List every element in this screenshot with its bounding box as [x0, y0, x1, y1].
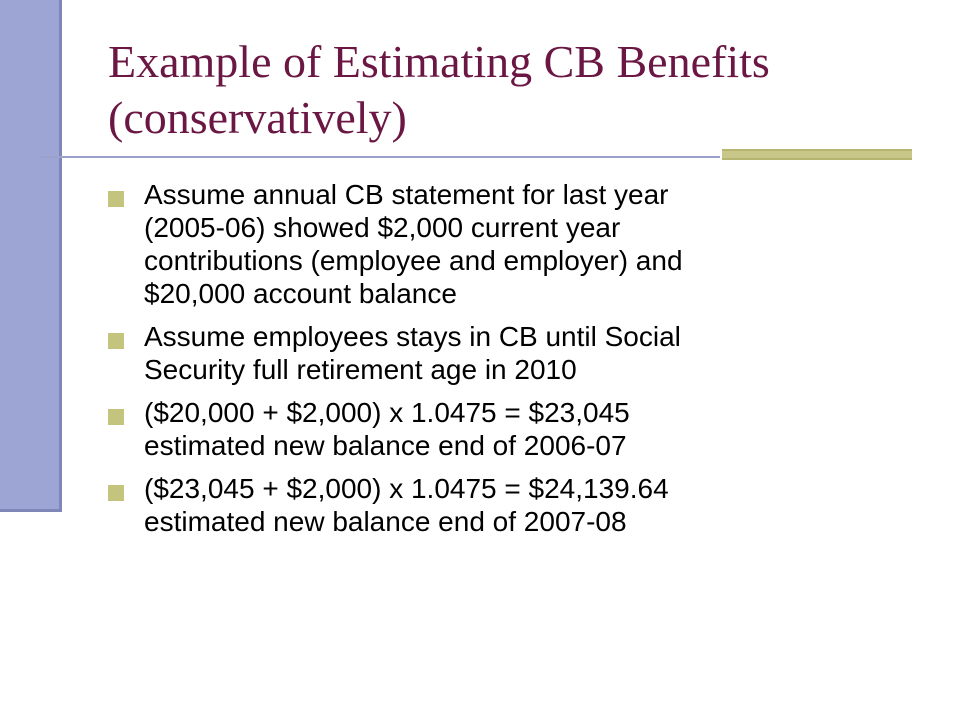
bullet-line: estimated new balance end of 2006-07 [144, 430, 627, 461]
bullet-text [144, 472, 868, 538]
bullet-item [108, 178, 868, 310]
bullet-line: Assume employees stays in CB until Social [144, 321, 681, 352]
bullet-text [144, 320, 868, 386]
bullet-list [108, 178, 868, 548]
square-bullet-icon [108, 485, 124, 501]
square-bullet-icon [108, 409, 124, 425]
bullet-line: ($20,000 + $2,000) x 1.0475 = $23,045 [144, 397, 630, 428]
bullet-line: (2005-06) showed $2,000 current year [144, 212, 621, 243]
slide-title-line: Example of Estimating CB Benefits [108, 36, 770, 87]
bullet-text [144, 396, 868, 462]
bullet-line: Assume annual CB statement for last year [144, 179, 669, 210]
title-divider-line [40, 156, 720, 158]
title-accent-bar [722, 149, 912, 160]
bullet-line: ($23,045 + $2,000) x 1.0475 = $24,139.64 [144, 473, 669, 504]
bullet-text [144, 178, 868, 310]
square-bullet-icon [108, 191, 124, 207]
slide-title-line: (conservatively) [108, 92, 407, 144]
bullet-line: Security full retirement age in 2010 [144, 354, 577, 385]
bullet-item [108, 320, 868, 386]
bullet-line: $20,000 account balance [144, 278, 457, 309]
bullet-item [108, 472, 868, 538]
bullet-line: contributions (employee and employer) and [144, 245, 683, 276]
slide-title [108, 34, 908, 146]
square-bullet-icon [108, 333, 124, 349]
bullet-line: estimated new balance end of 2007-08 [144, 506, 627, 537]
bullet-item [108, 396, 868, 462]
left-decorative-bar [0, 0, 62, 512]
